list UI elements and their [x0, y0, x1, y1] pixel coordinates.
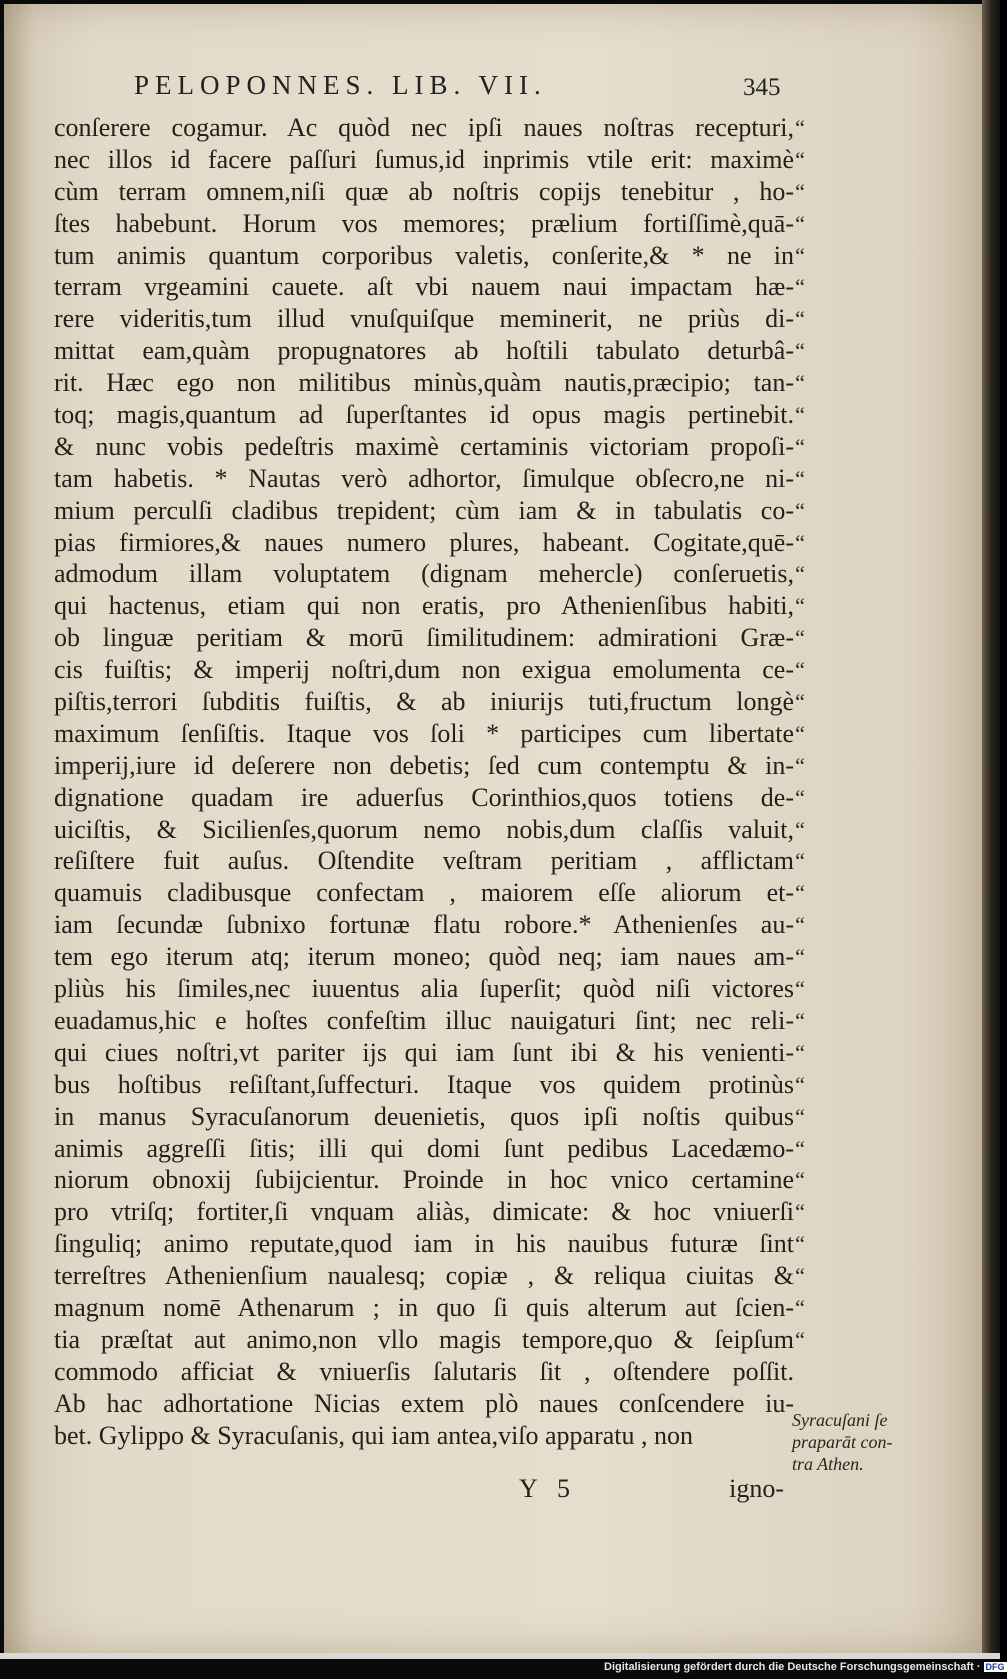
quotation-mark: “	[795, 880, 805, 906]
text-line: commodo afficiat & vniuerſis ſalutaris ſit , oſtendere poſſit.	[54, 1356, 794, 1386]
text-line: iam ſecundæ ſubnixo fortunæ flatu robore.* Athenienſes au-	[54, 910, 794, 940]
text-line: ſtes habebunt. Horum vos memores; prælium fortiſſimè,quā-	[54, 208, 794, 238]
text-line: magnum nomē Athenarum ; in quo ſi quis alterum aut ſcien-	[54, 1292, 794, 1322]
credit-text: Digitalisierung gefördert durch die Deutsche Forschungsgemeinschaft ·	[604, 1661, 981, 1673]
marginal-note-line: praparāt con-	[792, 1432, 893, 1452]
quotation-mark: “	[795, 1263, 805, 1289]
quotation-mark: “	[795, 593, 805, 619]
marginal-note-line: Syracuſani ſe	[792, 1410, 888, 1430]
text-line: maximum ſenſiſtis. Itaque vos ſoli * participes cum libertate	[54, 718, 794, 748]
quotation-mark: “	[795, 720, 805, 746]
quotation-mark: “	[795, 529, 805, 555]
quotation-marks-column	[790, 112, 810, 1388]
dfg-logo-icon: DFG	[985, 1662, 1005, 1672]
page-footer	[54, 1474, 794, 1504]
quotation-mark: “	[795, 1071, 805, 1097]
text-line: tam habetis. * Nautas verò adhortor, ſimulque obſecro,ne ni-	[54, 463, 794, 493]
text-line: animis aggreſſi ſitis; illi qui domi ſunt pedibus Lacedæmo-	[54, 1133, 794, 1163]
marginal-note	[792, 1409, 912, 1475]
quotation-mark: “	[795, 1167, 805, 1193]
quotation-mark: “	[795, 242, 805, 268]
quotation-mark: “	[795, 752, 805, 778]
text-line: quamuis cladibusque confectam , maiorem eſſe aliorum et-	[54, 878, 794, 908]
quotation-mark: “	[795, 1135, 805, 1161]
quotation-mark: “	[795, 1103, 805, 1129]
text-line: tia præſtat aut animo,non vllo magis tempore,quo & ſeipſum	[54, 1324, 794, 1354]
text-line: cùm terram omnem,niſi quæ ab noſtris copijs tenebitur , ho-	[54, 176, 794, 206]
text-line: mium perculſi cladibus trepident; cùm iam & in tabulatis co-	[54, 495, 794, 525]
text-line: & nunc vobis pedeſtris maximè certaminis victoriam propoſi-	[54, 431, 794, 461]
page-number: 345	[743, 74, 781, 101]
quotation-mark: “	[795, 497, 805, 523]
text-line: terram vrgeamini cauete. aſt vbi nauem naui impactam hæ-	[54, 272, 794, 302]
page-header	[134, 70, 794, 104]
quotation-mark: “	[795, 115, 805, 140]
text-line: toq; magis,quantum ad ſuperſtantes id opus magis pertinebit.	[54, 400, 794, 430]
text-line: in manus Syracuſanorum deuenietis, quos ipſi noſtis quibus	[54, 1101, 794, 1131]
quotation-mark: “	[795, 1007, 805, 1033]
quotation-mark: “	[795, 657, 805, 683]
text-line: admodum illam voluptatem (dignam mehercle) conſeruetis,	[54, 559, 794, 589]
running-title: PELOPONNES. LIB. VII.	[134, 70, 547, 100]
text-line: reſiſtere fuit auſus. Oſtendite veſtram peritiam , afflictam	[54, 846, 794, 876]
text-line: ſinguliq; animo reputate,quod iam in his nauibus futuræ ſint	[54, 1229, 794, 1259]
quotation-mark: “	[795, 944, 805, 970]
quotation-mark: “	[795, 1231, 805, 1257]
text-line: cis fuiſtis; & imperij noſtri,dum non exigua emolumenta ce-	[54, 655, 794, 685]
text-line: piſtis,terrori ſubditis fuiſtis, & ab iniurijs tuti,fructum longè	[54, 687, 794, 717]
quotation-mark: “	[795, 976, 805, 1002]
text-line: qui hactenus, etiam qui non eratis, pro Athenienſibus habiti,	[54, 591, 794, 621]
quotation-mark: “	[795, 689, 805, 715]
text-line: tem ego iterum atq; iterum moneo; quòd neq; iam naues am-	[54, 942, 794, 972]
signature-number: 5	[557, 1474, 570, 1503]
quotation-mark: “	[795, 625, 805, 651]
quotation-mark: “	[795, 433, 805, 459]
text-line: rere videritis,tum illud vnuſquiſque meminerit, ne priùs di-	[54, 304, 794, 334]
quotation-mark: “	[795, 816, 805, 842]
quotation-mark: “	[795, 465, 805, 491]
quotation-mark: “	[795, 338, 805, 364]
catchword: igno-	[729, 1474, 784, 1503]
quotation-mark: “	[795, 1039, 805, 1065]
text-line: Ab hac adhortatione Nicias extem plò naues conſcendere iu-	[54, 1388, 794, 1418]
quotation-mark: “	[795, 1199, 805, 1225]
text-line: bus hoſtibus reſiſtant,ſuffecturi. Itaque vos quidem protinùs	[54, 1069, 794, 1099]
text-line: ob linguæ peritiam & morū ſimilitudinem: admirationi Græ-	[54, 623, 794, 653]
quotation-mark: “	[795, 784, 805, 810]
text-line: uiciſtis, & Sicilienſes,quorum nemo nobis,dum claſſis valuit,	[54, 814, 794, 844]
text-line: pro vtriſq; fortiter,ſi vnquam aliàs, dimicate: & hoc vniuerſi	[54, 1197, 794, 1227]
text-line: pias firmiores,& naues numero plures, habeant. Cogitate,quē-	[54, 527, 794, 557]
page-edge-shadow	[982, 0, 1000, 1658]
quotation-mark: “	[795, 912, 805, 938]
text-line: rit. Hæc ego non militibus minùs,quàm nautis,præcipio; tan-	[54, 368, 794, 398]
text-line: tum animis quantum corporibus valetis, conſerite,& * ne in	[54, 240, 794, 270]
quotation-mark: “	[795, 402, 805, 428]
quotation-mark: “	[795, 306, 805, 332]
text-line: imperij,iure id deſerere non debetis; ſed cum contemptu & in-	[54, 750, 794, 780]
text-line: nec illos id facere paſſuri ſumus,id inprimis vtile erit: maximè	[54, 144, 794, 174]
text-line: dignatione quadam ire aduerſus Corinthios,quos totiens de-	[54, 782, 794, 812]
quotation-mark: “	[795, 370, 805, 396]
quotation-mark: “	[795, 274, 805, 300]
text-line: niorum obnoxij ſubijcientur. Proinde in hoc vnico certamine	[54, 1165, 794, 1195]
signature-mark: Y	[519, 1474, 538, 1503]
quotation-mark: “	[795, 1294, 805, 1320]
quotation-mark: “	[795, 561, 805, 587]
book-page	[4, 4, 987, 1654]
quotation-mark: “	[795, 848, 805, 874]
text-line: pliùs his ſimiles,nec iuuentus alia ſuperſit; quòd niſi victores	[54, 974, 794, 1004]
text-line: bet. Gylippo & Syracuſanis, qui iam antea,viſo apparatu , non	[54, 1420, 694, 1450]
text-line: terreſtres Athenienſium naualesq; copiæ , & reliqua ciuitas &	[54, 1261, 794, 1291]
quotation-mark: “	[795, 146, 805, 172]
text-line: mittat eam,quàm propugnatores ab hoſtili tabulato deturbâ-	[54, 336, 794, 366]
quotation-mark: “	[795, 1326, 805, 1352]
marginal-note-line: tra Athen.	[792, 1454, 864, 1474]
quotation-mark	[790, 1356, 810, 1388]
digitization-credit	[604, 1661, 1007, 1673]
text-line: conſerere cogamur. Ac quòd nec ipſi naues noſtras recepturi,	[54, 113, 794, 142]
quotation-mark: “	[795, 178, 805, 204]
scan-bottom-strip	[0, 1653, 1000, 1659]
text-line: euadamus,hic e hoſtes confeſtim illuc nauigaturi ſint; nec reli-	[54, 1005, 794, 1035]
body-text	[54, 112, 794, 1451]
text-line: qui ciues noſtri,vt pariter ijs qui iam ſunt ibi & his venienti-	[54, 1037, 794, 1067]
quotation-mark: “	[795, 210, 805, 236]
